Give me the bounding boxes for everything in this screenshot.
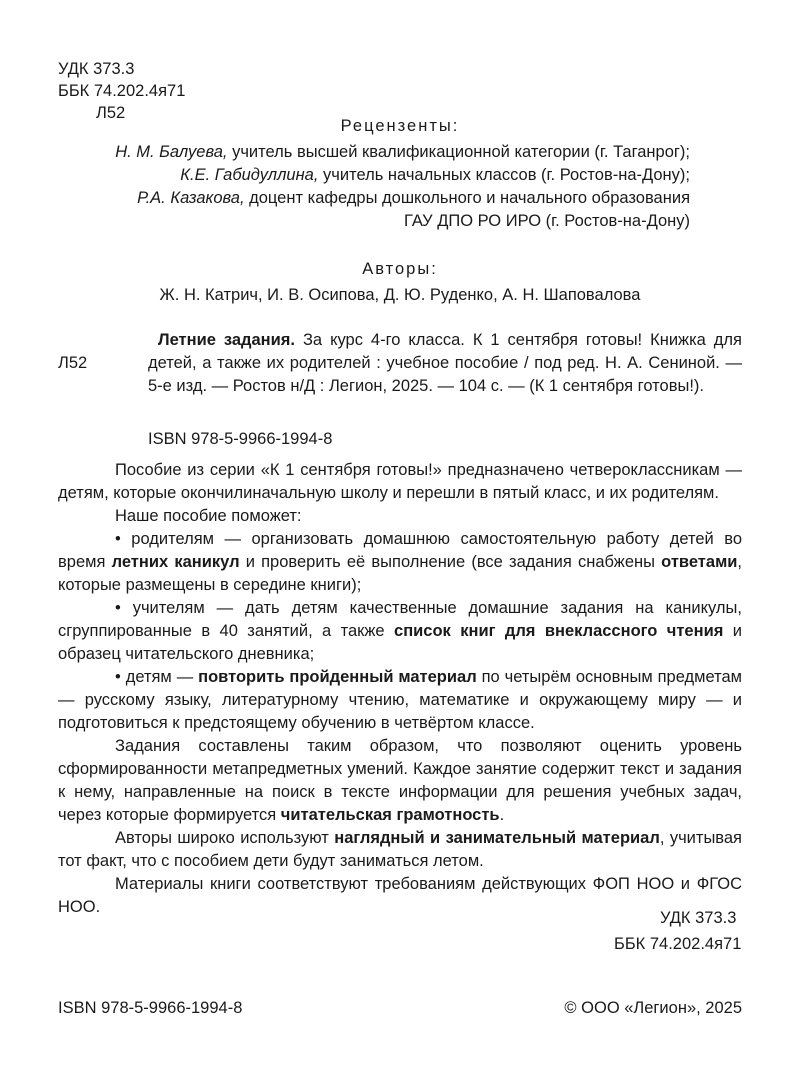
annotation-paragraph: Наше пособие поможет: bbox=[115, 507, 302, 525]
udk-code-bottom: УДК 373.3 bbox=[660, 909, 737, 927]
book-title: Летние задания. bbox=[158, 331, 295, 349]
text-run: и проверить её выполнение (все задания снабжены bbox=[239, 553, 662, 571]
reviewer-desc: доцент кафедры дошкольного и начального образования bbox=[244, 189, 690, 207]
bold-run: читательская грамотность bbox=[280, 806, 500, 824]
text-run: по четырём основным предметам — русскому языку, литературному чтению, математике и окружающему миру — и подготовиться к предстоящему обучению в четвёртом классе. bbox=[58, 668, 742, 732]
annotation-paragraph bbox=[58, 735, 742, 827]
annotation-paragraph bbox=[58, 528, 742, 597]
bold-run: наглядный и занимательный материал bbox=[334, 829, 660, 847]
text-run: и образец читательского дневника; bbox=[58, 622, 742, 663]
annotation-paragraph bbox=[58, 827, 742, 873]
reviewer-name: К.Е. Габидуллина, bbox=[180, 166, 319, 184]
annotation-paragraph bbox=[58, 597, 742, 666]
reviewer-name: Р.А. Казакова, bbox=[137, 189, 245, 207]
reviewer-desc: учитель начальных классов (г. Ростов-на-Дону); bbox=[318, 166, 690, 184]
reviewer-line bbox=[115, 187, 690, 210]
reviewers-list bbox=[115, 141, 690, 233]
reviewer-name: Н. М. Балуева, bbox=[115, 143, 228, 161]
bbk-code: ББК 74.202.4я71 bbox=[58, 82, 186, 100]
text-run: • детям — bbox=[115, 668, 199, 686]
text-run: , которые размещены в середине книги); bbox=[58, 553, 743, 594]
text-run: Задания составлены таким образом, что позволяют оценить уровень сформированности метапредметных умений. Каждое занятие содержит текст и задания к нему, направленные на поиск в тексте информации для решения учебных задач, через которые формируется bbox=[58, 737, 742, 824]
biblio-isbn: ISBN 978-5-9966-1994-8 bbox=[148, 430, 333, 448]
reviewer-line bbox=[115, 210, 690, 233]
reviewer-desc: ГАУ ДПО РО ИРО (г. Ростов-на-Дону) bbox=[404, 212, 690, 230]
biblio-record bbox=[148, 329, 742, 398]
author-mark: Л52 bbox=[96, 104, 126, 122]
bold-run: список книг для внеклассного чтения bbox=[394, 622, 724, 640]
biblio-mark: Л52 bbox=[58, 354, 88, 372]
text-run: • учителям — дать детям качественные домашние задания на каникулы, сгруппированные в 40 занятий, а также bbox=[58, 599, 742, 640]
footer-isbn: ISBN 978-5-9966-1994-8 bbox=[58, 999, 243, 1017]
annotation-paragraph: Пособие из серии «К 1 сентября готовы!» предназначено четвероклассникам — детям, которые окончилиначальную школу и перешли в пятый класс, и их родителям. bbox=[58, 461, 742, 502]
annotation-paragraph bbox=[58, 666, 742, 735]
text-run: , учитывая тот факт, что с пособием дети будут заниматься летом. bbox=[58, 829, 742, 870]
authors-heading: Авторы: bbox=[362, 260, 438, 278]
biblio-text: За курс 4-го класса. К 1 сентября готовы! Книжка для детей, а также их родителей : учебное пособие / под ред. Н. А. Сениной. — 5-е изд. — Ростов н/Д : Легион, 2025. — 104 с. — (К 1 сентября готовы!). bbox=[148, 331, 742, 395]
text-run: . bbox=[499, 806, 505, 824]
annotation bbox=[58, 459, 742, 919]
text-run: • родителям — организовать домашнюю самостоятельную работу детей во время bbox=[58, 530, 742, 571]
annotation-paragraph: Материалы книги соответствуют требованиям действующих ФОП НОО и ФГОС НОО. bbox=[58, 875, 742, 916]
bold-run: ответами bbox=[661, 553, 738, 571]
text-run: Авторы широко используют bbox=[115, 829, 335, 847]
footer-copyright: © ООО «Легион», 2025 bbox=[564, 999, 742, 1017]
reviewer-desc: учитель высшей квалификационной категории (г. Таганрог); bbox=[227, 143, 690, 161]
authors-names: Ж. Н. Катрич, И. В. Осипова, Д. Ю. Руденко, А. Н. Шаповалова bbox=[159, 286, 641, 304]
reviewer-line bbox=[115, 141, 690, 164]
bold-run: летних каникул bbox=[111, 553, 240, 571]
bbk-code-bottom: ББК 74.202.4я71 bbox=[614, 935, 742, 953]
bold-run: повторить пройденный материал bbox=[198, 668, 477, 686]
udk-code: УДК 373.3 bbox=[58, 60, 135, 78]
reviewers-heading: Рецензенты: bbox=[340, 117, 460, 135]
reviewer-line bbox=[115, 164, 690, 187]
